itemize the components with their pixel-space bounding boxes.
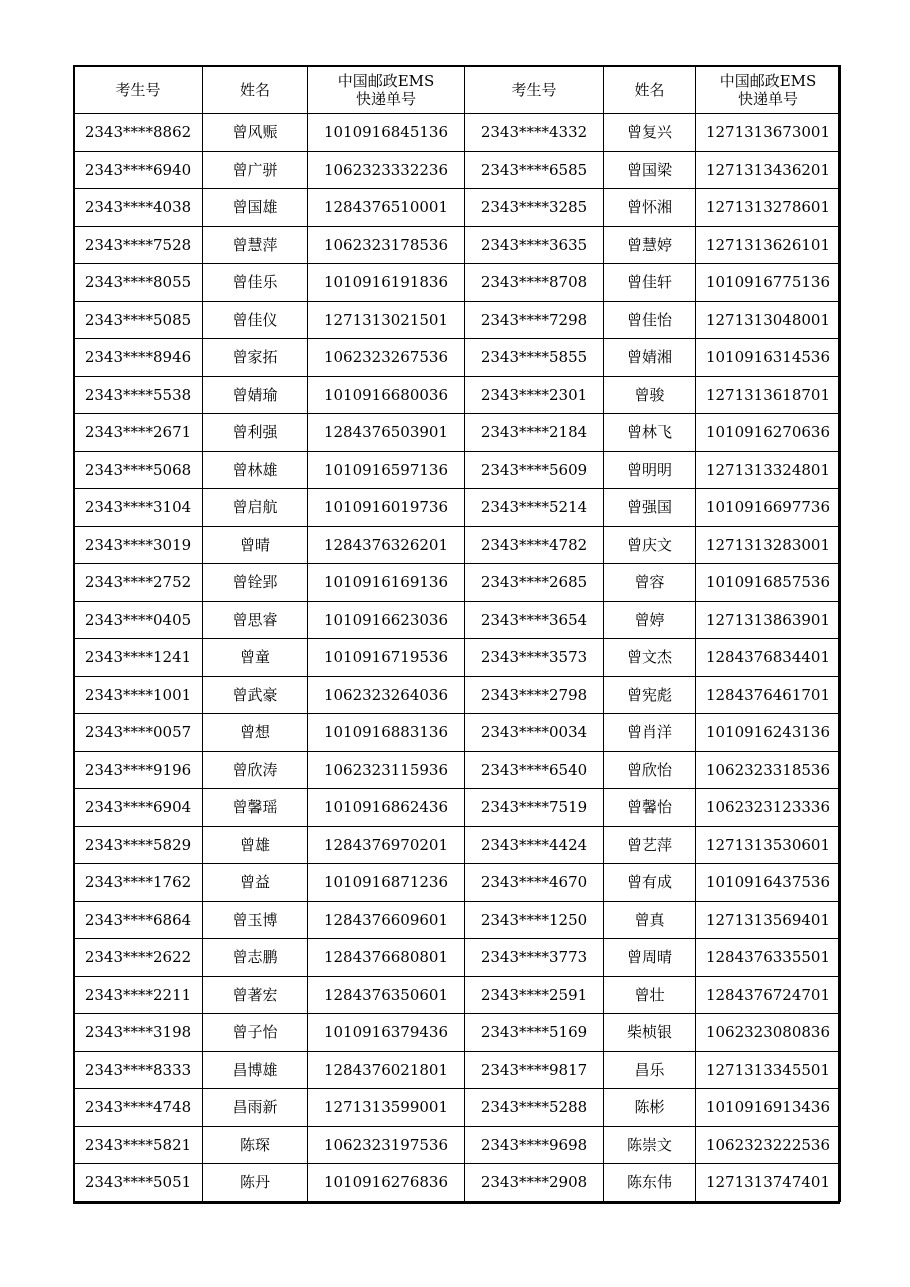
student-id-cell: 2343****4782 <box>465 526 604 564</box>
table-row <box>74 376 841 414</box>
ems-tracking-cell: 1010916314536 <box>696 339 841 377</box>
header-ems-right <box>696 66 841 114</box>
name-cell: 曾佳怡 <box>604 301 696 339</box>
ems-tracking-cell: 1271313863901 <box>696 601 841 639</box>
name-cell: 曾童 <box>203 639 308 677</box>
name-cell: 曾益 <box>203 864 308 902</box>
table-body <box>74 114 841 1202</box>
student-id-cell: 2343****7519 <box>465 789 604 827</box>
ems-tracking-cell: 1010916169136 <box>308 564 465 602</box>
table-row <box>74 639 841 677</box>
ems-tracking-cell: 1010916019736 <box>308 489 465 527</box>
student-id-cell: 2343****6585 <box>465 151 604 189</box>
student-id-cell: 2343****4038 <box>74 189 203 227</box>
student-id-cell: 2343****3019 <box>74 526 203 564</box>
student-id-cell: 2343****1762 <box>74 864 203 902</box>
ems-tracking-cell: 1271313747401 <box>696 1164 841 1202</box>
ems-tracking-cell: 1010916845136 <box>308 114 465 152</box>
name-cell: 曾婧瑜 <box>203 376 308 414</box>
name-cell: 曾怀湘 <box>604 189 696 227</box>
ems-tracking-cell: 1271313569401 <box>696 901 841 939</box>
name-cell: 曾真 <box>604 901 696 939</box>
name-cell: 曾壮 <box>604 976 696 1014</box>
name-cell: 曾婷 <box>604 601 696 639</box>
ems-tracking-cell: 1062323318536 <box>696 751 841 789</box>
ems-tracking-cell: 1010916276836 <box>308 1164 465 1202</box>
student-id-cell: 2343****7528 <box>74 226 203 264</box>
ems-tracking-cell: 1284376510001 <box>308 189 465 227</box>
table-row <box>74 789 841 827</box>
ems-tracking-cell: 1271313530601 <box>696 826 841 864</box>
ems-tracking-cell: 1062323123336 <box>696 789 841 827</box>
student-id-cell: 2343****1250 <box>465 901 604 939</box>
name-cell: 曾广骈 <box>203 151 308 189</box>
student-id-cell: 2343****8708 <box>465 264 604 302</box>
name-cell: 曾林飞 <box>604 414 696 452</box>
name-cell: 陈丹 <box>203 1164 308 1202</box>
ems-tracking-cell: 1284376461701 <box>696 676 841 714</box>
table-row <box>74 414 841 452</box>
name-cell: 柴桢银 <box>604 1014 696 1052</box>
name-cell: 曾家拓 <box>203 339 308 377</box>
student-id-cell: 2343****5855 <box>465 339 604 377</box>
name-cell: 昌雨新 <box>203 1089 308 1127</box>
roster-sheet <box>73 65 840 1202</box>
student-id-cell: 2343****2752 <box>74 564 203 602</box>
header-ems-line2: 快递单号 <box>355 89 416 108</box>
student-id-cell: 2343****2184 <box>465 414 604 452</box>
ems-tracking-cell: 1010916719536 <box>308 639 465 677</box>
student-id-cell: 2343****9698 <box>465 1126 604 1164</box>
ems-tracking-cell: 1284376021801 <box>308 1051 465 1089</box>
student-id-cell: 2343****1001 <box>74 676 203 714</box>
table-row <box>74 601 841 639</box>
table-row <box>74 751 841 789</box>
table-row <box>74 339 841 377</box>
name-cell: 曾国雄 <box>203 189 308 227</box>
ems-tracking-cell: 1284376680801 <box>308 939 465 977</box>
ems-tracking-cell: 1062323332236 <box>308 151 465 189</box>
ems-tracking-cell: 1271313021501 <box>308 301 465 339</box>
name-cell: 曾欣怡 <box>604 751 696 789</box>
name-cell: 曾铨郢 <box>203 564 308 602</box>
student-id-cell: 2343****0034 <box>465 714 604 752</box>
name-cell: 陈琛 <box>203 1126 308 1164</box>
table-row <box>74 939 841 977</box>
ems-tracking-cell: 1284376503901 <box>308 414 465 452</box>
student-id-cell: 2343****4748 <box>74 1089 203 1127</box>
student-id-cell: 2343****5214 <box>465 489 604 527</box>
header-name-left: 姓名 <box>203 66 308 114</box>
student-id-cell: 2343****3635 <box>465 226 604 264</box>
name-cell: 曾想 <box>203 714 308 752</box>
name-cell: 曾有成 <box>604 864 696 902</box>
student-id-cell: 2343****2622 <box>74 939 203 977</box>
header-ems-line1: 中国邮政EMS <box>719 71 817 90</box>
ems-tracking-cell: 1062323222536 <box>696 1126 841 1164</box>
ems-tracking-cell: 1284376834401 <box>696 639 841 677</box>
ems-tracking-cell: 1284376609601 <box>308 901 465 939</box>
name-cell: 曾国梁 <box>604 151 696 189</box>
name-cell: 曾艺萍 <box>604 826 696 864</box>
name-cell: 曾文杰 <box>604 639 696 677</box>
ems-tracking-cell: 1010916597136 <box>308 451 465 489</box>
ems-tracking-cell: 1010916191836 <box>308 264 465 302</box>
name-cell: 曾慧萍 <box>203 226 308 264</box>
name-cell: 曾明明 <box>604 451 696 489</box>
name-cell: 曾复兴 <box>604 114 696 152</box>
name-cell: 曾强国 <box>604 489 696 527</box>
ems-tracking-cell: 1062323264036 <box>308 676 465 714</box>
student-id-cell: 2343****5821 <box>74 1126 203 1164</box>
ems-tracking-cell: 1271313283001 <box>696 526 841 564</box>
ems-tracking-cell: 1284376326201 <box>308 526 465 564</box>
ems-tracking-cell: 1010916913436 <box>696 1089 841 1127</box>
student-id-cell: 2343****5609 <box>465 451 604 489</box>
student-id-cell: 2343****2591 <box>465 976 604 1014</box>
student-id-cell: 2343****1241 <box>74 639 203 677</box>
student-id-cell: 2343****8862 <box>74 114 203 152</box>
ems-tracking-cell: 1010916680036 <box>308 376 465 414</box>
header-ems-line1: 中国邮政EMS <box>337 71 435 90</box>
student-id-cell: 2343****9196 <box>74 751 203 789</box>
header-student-id-left: 考生号 <box>74 66 203 114</box>
name-cell: 曾馨瑶 <box>203 789 308 827</box>
ems-tracking-cell: 1284376724701 <box>696 976 841 1014</box>
name-cell: 曾慧婷 <box>604 226 696 264</box>
name-cell: 曾肖洋 <box>604 714 696 752</box>
table-row <box>74 526 841 564</box>
name-cell: 曾宪彪 <box>604 676 696 714</box>
student-id-cell: 2343****4424 <box>465 826 604 864</box>
student-id-cell: 2343****2301 <box>465 376 604 414</box>
table-row <box>74 864 841 902</box>
student-id-cell: 2343****5169 <box>465 1014 604 1052</box>
ems-tracking-cell: 1062323197536 <box>308 1126 465 1164</box>
header-name-right: 姓名 <box>604 66 696 114</box>
ems-tracking-cell: 1271313436201 <box>696 151 841 189</box>
table-row <box>74 489 841 527</box>
table-row <box>74 226 841 264</box>
student-id-cell: 2343****5068 <box>74 451 203 489</box>
ems-tracking-cell: 1010916857536 <box>696 564 841 602</box>
table-row <box>74 1014 841 1052</box>
table-row <box>74 151 841 189</box>
name-cell: 陈崇文 <box>604 1126 696 1164</box>
student-id-cell: 2343****2908 <box>465 1164 604 1202</box>
ems-tracking-cell: 1010916775136 <box>696 264 841 302</box>
table-row <box>74 264 841 302</box>
table-row <box>74 714 841 752</box>
student-id-cell: 2343****8055 <box>74 264 203 302</box>
name-cell: 曾佳轩 <box>604 264 696 302</box>
student-id-cell: 2343****5288 <box>465 1089 604 1127</box>
student-id-cell: 2343****6864 <box>74 901 203 939</box>
student-id-cell: 2343****2211 <box>74 976 203 1014</box>
student-id-cell: 2343****6904 <box>74 789 203 827</box>
name-cell: 曾晴 <box>203 526 308 564</box>
student-id-cell: 2343****3104 <box>74 489 203 527</box>
table-row <box>74 1126 841 1164</box>
name-cell: 陈东伟 <box>604 1164 696 1202</box>
student-id-cell: 2343****2685 <box>465 564 604 602</box>
student-id-cell: 2343****4332 <box>465 114 604 152</box>
name-cell: 曾佳乐 <box>203 264 308 302</box>
name-cell: 曾林雄 <box>203 451 308 489</box>
student-id-cell: 2343****4670 <box>465 864 604 902</box>
ems-tracking-cell: 1010916243136 <box>696 714 841 752</box>
student-id-cell: 2343****2671 <box>74 414 203 452</box>
student-id-cell: 2343****6540 <box>465 751 604 789</box>
table-row <box>74 826 841 864</box>
table-row <box>74 451 841 489</box>
ems-tracking-cell: 1271313324801 <box>696 451 841 489</box>
ems-tracking-cell: 1010916883136 <box>308 714 465 752</box>
student-id-cell: 2343****5085 <box>74 301 203 339</box>
student-id-cell: 2343****5051 <box>74 1164 203 1202</box>
table-row <box>74 564 841 602</box>
ems-tracking-cell: 1284376335501 <box>696 939 841 977</box>
name-cell: 曾馨怡 <box>604 789 696 827</box>
name-cell: 曾容 <box>604 564 696 602</box>
student-id-cell: 2343****0405 <box>74 601 203 639</box>
ems-tracking-cell: 1271313626101 <box>696 226 841 264</box>
name-cell: 曾佳仪 <box>203 301 308 339</box>
ems-tracking-cell: 1062323115936 <box>308 751 465 789</box>
ems-tracking-cell: 1271313048001 <box>696 301 841 339</box>
student-id-cell: 2343****3654 <box>465 601 604 639</box>
table-row <box>74 976 841 1014</box>
table-row <box>74 301 841 339</box>
ems-tracking-cell: 1010916697736 <box>696 489 841 527</box>
student-id-cell: 2343****3285 <box>465 189 604 227</box>
table-row <box>74 189 841 227</box>
table-header-row <box>74 66 841 114</box>
name-cell: 曾志鹏 <box>203 939 308 977</box>
ems-tracking-cell: 1010916270636 <box>696 414 841 452</box>
table-row <box>74 676 841 714</box>
ems-tracking-cell: 1010916871236 <box>308 864 465 902</box>
ems-tracking-cell: 1284376970201 <box>308 826 465 864</box>
student-id-cell: 2343****5538 <box>74 376 203 414</box>
student-id-cell: 2343****5829 <box>74 826 203 864</box>
table-row <box>74 1089 841 1127</box>
ems-tracking-cell: 1062323267536 <box>308 339 465 377</box>
header-ems-left <box>308 66 465 114</box>
name-cell: 曾雄 <box>203 826 308 864</box>
ems-tracking-cell: 1271313618701 <box>696 376 841 414</box>
header-ems-line2: 快递单号 <box>737 89 798 108</box>
name-cell: 曾风赈 <box>203 114 308 152</box>
student-id-cell: 2343****9817 <box>465 1051 604 1089</box>
name-cell: 曾婧湘 <box>604 339 696 377</box>
name-cell: 昌博雄 <box>203 1051 308 1089</box>
student-id-cell: 2343****2798 <box>465 676 604 714</box>
header-student-id-right: 考生号 <box>465 66 604 114</box>
ems-tracking-cell: 1010916862436 <box>308 789 465 827</box>
ems-tracking-cell: 1010916623036 <box>308 601 465 639</box>
ems-tracking-cell: 1271313673001 <box>696 114 841 152</box>
ems-tracking-cell: 1062323080836 <box>696 1014 841 1052</box>
table-row <box>74 114 841 152</box>
ems-tracking-cell: 1271313599001 <box>308 1089 465 1127</box>
name-cell: 曾子怡 <box>203 1014 308 1052</box>
ems-tracking-cell: 1010916379436 <box>308 1014 465 1052</box>
table-row <box>74 1051 841 1089</box>
ems-tracking-cell: 1271313345501 <box>696 1051 841 1089</box>
table-row <box>74 1164 841 1202</box>
name-cell: 曾思睿 <box>203 601 308 639</box>
name-cell: 曾利强 <box>203 414 308 452</box>
ems-tracking-cell: 1062323178536 <box>308 226 465 264</box>
name-cell: 陈彬 <box>604 1089 696 1127</box>
student-id-cell: 2343****8946 <box>74 339 203 377</box>
name-cell: 曾玉博 <box>203 901 308 939</box>
student-id-cell: 2343****3198 <box>74 1014 203 1052</box>
table-row <box>74 901 841 939</box>
ems-tracking-cell: 1284376350601 <box>308 976 465 1014</box>
name-cell: 昌乐 <box>604 1051 696 1089</box>
student-id-cell: 2343****6940 <box>74 151 203 189</box>
name-cell: 曾启航 <box>203 489 308 527</box>
name-cell: 曾庆文 <box>604 526 696 564</box>
name-cell: 曾著宏 <box>203 976 308 1014</box>
name-cell: 曾周晴 <box>604 939 696 977</box>
name-cell: 曾骏 <box>604 376 696 414</box>
student-id-cell: 2343****8333 <box>74 1051 203 1089</box>
student-id-cell: 2343****7298 <box>465 301 604 339</box>
name-cell: 曾武豪 <box>203 676 308 714</box>
student-id-cell: 2343****0057 <box>74 714 203 752</box>
ems-roster-table <box>73 65 841 1202</box>
ems-tracking-cell: 1271313278601 <box>696 189 841 227</box>
student-id-cell: 2343****3773 <box>465 939 604 977</box>
name-cell: 曾欣涛 <box>203 751 308 789</box>
ems-tracking-cell: 1010916437536 <box>696 864 841 902</box>
student-id-cell: 2343****3573 <box>465 639 604 677</box>
